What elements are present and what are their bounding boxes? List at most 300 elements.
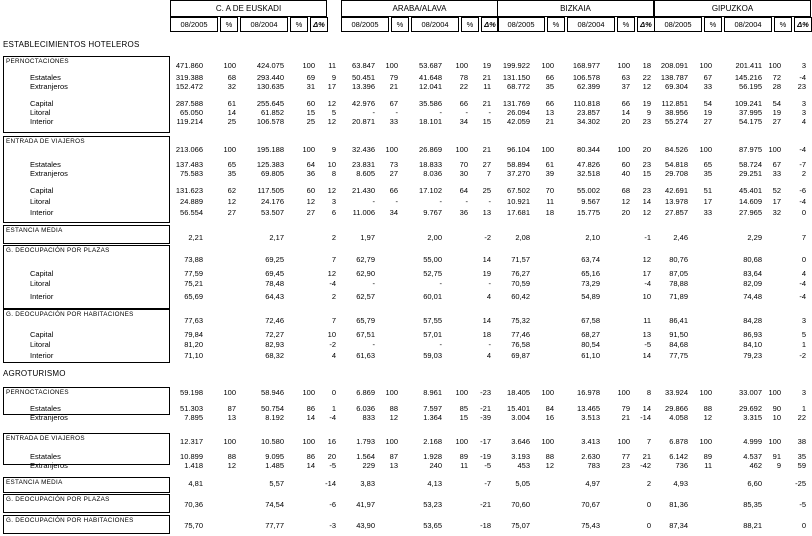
cell-euskadi-pct-2004: 60 [306, 186, 315, 195]
cell-araba-pct-2004: 78 [459, 73, 468, 82]
cell-bizkaia-08-2004: 32.518 [577, 169, 600, 178]
cell-gipuzkoa-08-2004: 79,23 [743, 351, 762, 360]
cell-bizkaia-08-2005: 18.405 [507, 388, 530, 397]
row-label: Capital [30, 186, 54, 195]
cell-araba-08-2005: 23.831 [352, 160, 375, 169]
cell-araba-delta-pct: 7 [486, 169, 491, 178]
cell-gipuzkoa-delta-pct: 59 [797, 461, 806, 470]
cell-bizkaia-08-2004: 106.578 [572, 73, 600, 82]
table-row [0, 461, 812, 470]
cell-araba-08-2005: - [372, 197, 375, 206]
cell-bizkaia-delta-pct: 20 [642, 145, 651, 154]
cell-euskadi-pct-2005: 88 [227, 452, 236, 461]
cell-araba-08-2004: 59,03 [423, 351, 442, 360]
cell-araba-08-2004: 55,00 [423, 255, 442, 264]
cell-araba-08-2004: - [439, 340, 442, 349]
cell-bizkaia-08-2005: 96.104 [507, 145, 530, 154]
subheader-euskadi-08-2004: 08/2004 [240, 17, 288, 32]
cell-gipuzkoa-08-2004: 201.411 [735, 61, 762, 70]
cell-bizkaia-08-2005: 75,32 [511, 316, 530, 325]
cell-araba-08-2005: 62,90 [356, 269, 375, 278]
cell-euskadi-08-2004: 58.946 [261, 388, 284, 397]
cell-araba-08-2005: 8.605 [356, 169, 375, 178]
indicator-label: PERNOCTACIONES [6, 389, 69, 396]
cell-euskadi-delta-pct: 12 [327, 186, 336, 195]
cell-bizkaia-08-2005: 77,46 [511, 330, 530, 339]
cell-euskadi-08-2005: 59.198 [180, 388, 203, 397]
cell-araba-08-2004: 2.168 [423, 437, 442, 446]
cell-araba-08-2004: 60,01 [423, 292, 442, 301]
cell-bizkaia-08-2004: 80,54 [581, 340, 600, 349]
cell-bizkaia-delta-pct: 19 [642, 99, 651, 108]
row-label: Extranjeros [30, 413, 68, 422]
row-label: Interior [30, 117, 54, 126]
cell-gipuzkoa-delta-pct: 1 [801, 340, 806, 349]
cell-euskadi-delta-pct: 7 [331, 255, 336, 264]
cell-euskadi-delta-pct: 17 [327, 82, 336, 91]
cell-araba-08-2005: 67,51 [356, 330, 375, 339]
cell-araba-08-2005: 62,57 [356, 292, 375, 301]
cell-gipuzkoa-delta-pct: 4 [801, 117, 806, 126]
cell-araba-08-2004: 26.869 [419, 145, 442, 154]
cell-euskadi-08-2004: 117.505 [257, 186, 284, 195]
cell-euskadi-delta-pct: 6 [331, 208, 336, 217]
cell-gipuzkoa-pct-2004: 100 [768, 61, 781, 70]
cell-bizkaia-pct-2004: 68 [621, 186, 630, 195]
cell-euskadi-08-2005: 4,81 [188, 479, 203, 488]
cell-gipuzkoa-08-2004: 462 [749, 461, 762, 470]
cell-araba-delta-pct: 21 [482, 145, 491, 154]
cell-araba-delta-pct: 11 [483, 82, 491, 91]
cell-gipuzkoa-delta-pct: -4 [799, 73, 806, 82]
row-label: Extranjeros [30, 461, 68, 470]
row-label: Interior [30, 292, 54, 301]
cell-bizkaia-delta-pct: 7 [646, 437, 651, 446]
indicator-label: G. DEOCUPACIÓN POR PLAZAS [6, 247, 110, 254]
cell-bizkaia-08-2005: 5,05 [515, 479, 530, 488]
cell-gipuzkoa-08-2004: 83,64 [743, 269, 762, 278]
cell-gipuzkoa-pct-2005: 51 [703, 186, 712, 195]
cell-bizkaia-pct-2005: 70 [545, 186, 554, 195]
cell-bizkaia-08-2004: 110.818 [573, 99, 600, 108]
cell-araba-pct-2005: 79 [389, 73, 398, 82]
cell-gipuzkoa-08-2004: 4.999 [743, 437, 762, 446]
cell-araba-pct-2005: 88 [389, 404, 398, 413]
cell-araba-08-2005: 833 [362, 413, 375, 422]
subheader-bizkaia-pct-2005: % [547, 17, 565, 32]
cell-gipuzkoa-08-2005: 84,68 [669, 340, 688, 349]
table-row [0, 479, 812, 488]
cell-bizkaia-delta-pct: 0 [646, 521, 651, 530]
cell-gipuzkoa-08-2004: 82,09 [743, 279, 762, 288]
cell-euskadi-08-2005: 7.895 [184, 413, 203, 422]
cell-gipuzkoa-08-2004: 2,29 [747, 233, 762, 242]
cell-gipuzkoa-delta-pct: 3 [801, 61, 806, 70]
cell-euskadi-08-2004: 106.578 [256, 117, 284, 126]
cell-araba-08-2004: 53,23 [423, 500, 442, 509]
cell-euskadi-08-2005: 56.554 [180, 208, 203, 217]
indicator-label: ESTANCIA MEDIA [6, 227, 63, 234]
cell-euskadi-pct-2004: 27 [306, 208, 315, 217]
cell-araba-pct-2004: 11 [460, 461, 468, 470]
subheader-euskadi-delta-pct: Δ% [310, 17, 328, 32]
cell-bizkaia-08-2004: 63,74 [581, 255, 600, 264]
row-label: Litoral [30, 197, 51, 206]
cell-euskadi-08-2004: 2,17 [269, 233, 284, 242]
cell-bizkaia-pct-2005: 18 [545, 208, 554, 217]
cell-araba-pct-2004: 100 [455, 388, 468, 397]
cell-bizkaia-08-2005: 2,08 [515, 233, 530, 242]
cell-euskadi-08-2004: 74,54 [265, 500, 284, 509]
cell-araba-pct-2005: 73 [389, 160, 398, 169]
cell-araba-08-2005: 65,79 [356, 316, 375, 325]
cell-bizkaia-pct-2004: 20 [621, 117, 630, 126]
cell-araba-08-2004: 240 [429, 461, 442, 470]
cell-euskadi-08-2004: 82,93 [265, 340, 284, 349]
cell-bizkaia-08-2005: 75,07 [511, 521, 530, 530]
cell-euskadi-delta-pct: -4 [329, 413, 336, 422]
table-row [0, 413, 812, 422]
cell-euskadi-08-2004: 72,46 [265, 316, 284, 325]
table-row [0, 99, 812, 108]
cell-euskadi-pct-2005: 12 [227, 197, 236, 206]
row-label: Capital [30, 269, 54, 278]
cell-araba-08-2005: 20.871 [352, 117, 375, 126]
cell-araba-08-2005: 6.869 [356, 388, 375, 397]
cell-euskadi-pct-2005: 14 [227, 108, 236, 117]
cell-euskadi-08-2004: 69,25 [265, 255, 284, 264]
table-row [0, 404, 812, 413]
cell-araba-pct-2004: 22 [459, 82, 468, 91]
cell-araba-delta-pct: 19 [482, 269, 491, 278]
cell-euskadi-pct-2005: 100 [223, 61, 236, 70]
subheader-araba-08-2005: 08/2005 [341, 17, 389, 32]
cell-araba-delta-pct: 4 [486, 351, 491, 360]
cell-gipuzkoa-pct-2004: 100 [768, 437, 781, 446]
indicator-label: G. DEOCUPACIÓN POR HABITACIONES [6, 517, 134, 524]
table-row [0, 330, 812, 339]
table-row [0, 316, 812, 325]
table-row [0, 117, 812, 126]
subheader-bizkaia-08-2005: 08/2005 [497, 17, 545, 32]
cell-gipuzkoa-08-2005: 4,93 [673, 479, 688, 488]
cell-euskadi-pct-2004: 100 [302, 437, 315, 446]
cell-euskadi-delta-pct: 1 [331, 404, 336, 413]
cell-euskadi-08-2005: 81,20 [184, 340, 203, 349]
cell-euskadi-08-2005: 65,69 [184, 292, 203, 301]
cell-euskadi-08-2004: 50.754 [261, 404, 284, 413]
cell-araba-pct-2004: - [465, 108, 468, 117]
table-row [0, 388, 812, 397]
cell-bizkaia-pct-2005: 12 [545, 461, 554, 470]
region-header-gipuzkoa: GIPUZKOA [654, 0, 811, 17]
cell-bizkaia-delta-pct: -4 [644, 279, 651, 288]
cell-gipuzkoa-08-2005: 42.691 [665, 186, 688, 195]
cell-bizkaia-pct-2004: 23 [621, 461, 630, 470]
cell-gipuzkoa-delta-pct: -4 [799, 279, 806, 288]
subheader-araba-pct-2004: % [461, 17, 479, 32]
cell-araba-pct-2004: 30 [459, 169, 468, 178]
row-label: Capital [30, 99, 54, 108]
cell-bizkaia-delta-pct: 12 [642, 208, 651, 217]
cell-euskadi-08-2005: 2,21 [188, 233, 203, 242]
cell-bizkaia-08-2005: 67.502 [507, 186, 530, 195]
cell-gipuzkoa-08-2004: 87.975 [739, 145, 762, 154]
cell-euskadi-delta-pct: 20 [327, 452, 336, 461]
table-row [0, 437, 812, 446]
cell-bizkaia-08-2005: 3.193 [511, 452, 530, 461]
cell-bizkaia-delta-pct: 10 [642, 292, 651, 301]
cell-bizkaia-08-2004: 34.302 [577, 117, 600, 126]
table-row [0, 351, 812, 360]
cell-euskadi-08-2004: 5,57 [269, 479, 284, 488]
cell-araba-pct-2005: 21 [389, 82, 398, 91]
cell-araba-pct-2004: 100 [455, 61, 468, 70]
cell-euskadi-delta-pct: 12 [327, 99, 336, 108]
cell-bizkaia-pct-2005: 100 [541, 388, 554, 397]
cell-araba-08-2004: 53.687 [419, 61, 442, 70]
row-label: Extranjeros [30, 169, 68, 178]
cell-euskadi-08-2004: 9.095 [265, 452, 284, 461]
cell-araba-delta-pct: -39 [480, 413, 491, 422]
cell-bizkaia-delta-pct: 2 [646, 479, 651, 488]
cell-euskadi-08-2004: 68,32 [265, 351, 284, 360]
cell-euskadi-08-2005: 119.214 [176, 117, 203, 126]
cell-gipuzkoa-pct-2004: 10 [772, 413, 781, 422]
cell-gipuzkoa-delta-pct: 3 [801, 108, 806, 117]
indicator-label: ESTANCIA MEDIA [6, 479, 63, 486]
cell-bizkaia-delta-pct: 14 [642, 404, 651, 413]
cell-bizkaia-delta-pct: 13 [642, 330, 651, 339]
cell-euskadi-delta-pct: 9 [331, 73, 336, 82]
cell-euskadi-08-2005: 287.588 [175, 99, 203, 108]
cell-euskadi-delta-pct: 10 [327, 330, 336, 339]
indicator-label: G. DEOCUPACIÓN POR PLAZAS [6, 496, 110, 503]
subheader-gipuzkoa-08-2004: 08/2004 [724, 17, 772, 32]
cell-euskadi-pct-2004: 25 [306, 117, 315, 126]
cell-euskadi-pct-2005: 62 [227, 186, 236, 195]
cell-bizkaia-08-2005: 26.094 [507, 108, 530, 117]
cell-bizkaia-pct-2005: 11 [546, 197, 554, 206]
cell-bizkaia-delta-pct: 9 [646, 108, 651, 117]
cell-bizkaia-pct-2005: 66 [545, 73, 554, 82]
cell-bizkaia-08-2005: 17.681 [507, 208, 530, 217]
indicator-label: ENTRADA DE VIAJEROS [6, 138, 85, 145]
cell-gipuzkoa-08-2005: 69.304 [665, 82, 688, 91]
indicator-label: G. DEOCUPACIÓN POR HABITACIONES [6, 311, 134, 318]
cell-euskadi-pct-2004: 12 [306, 197, 315, 206]
cell-bizkaia-pct-2004: 66 [621, 99, 630, 108]
cell-gipuzkoa-pct-2004: 54 [772, 99, 781, 108]
cell-euskadi-08-2004: 77,77 [265, 521, 284, 530]
cell-bizkaia-delta-pct: 14 [642, 351, 651, 360]
cell-bizkaia-08-2004: 168.977 [572, 61, 600, 70]
cell-gipuzkoa-delta-pct: 3 [801, 388, 806, 397]
cell-euskadi-pct-2005: 87 [227, 404, 236, 413]
cell-euskadi-pct-2005: 61 [227, 99, 236, 108]
cell-gipuzkoa-08-2005: 91,50 [669, 330, 688, 339]
cell-araba-08-2005: - [372, 279, 375, 288]
cell-euskadi-pct-2005: 100 [223, 145, 236, 154]
cell-gipuzkoa-08-2005: 81,36 [669, 500, 688, 509]
table-row [0, 340, 812, 349]
cell-araba-08-2005: 11.006 [352, 208, 375, 217]
table-row [0, 61, 812, 70]
cell-gipuzkoa-pct-2004: 67 [772, 160, 781, 169]
cell-euskadi-pct-2004: 31 [306, 82, 315, 91]
cell-gipuzkoa-delta-pct: 22 [797, 413, 806, 422]
cell-gipuzkoa-08-2005: 77,75 [669, 351, 688, 360]
cell-gipuzkoa-delta-pct: -4 [799, 145, 806, 154]
cell-gipuzkoa-pct-2004: 32 [772, 208, 781, 217]
cell-araba-pct-2004: 85 [459, 404, 468, 413]
cell-gipuzkoa-08-2005: 2,46 [673, 233, 688, 242]
cell-bizkaia-delta-pct: 11 [643, 316, 651, 325]
cell-gipuzkoa-08-2004: 54.175 [739, 117, 762, 126]
cell-bizkaia-delta-pct: 18 [642, 61, 651, 70]
cell-araba-pct-2005: 66 [389, 186, 398, 195]
cell-gipuzkoa-08-2005: 80,76 [669, 255, 688, 264]
indicator-label: ENTRADA DE VIAJEROS [6, 435, 85, 442]
cell-bizkaia-pct-2004: 12 [621, 197, 630, 206]
cell-araba-pct-2004: 15 [459, 413, 468, 422]
cell-euskadi-pct-2005: 65 [227, 160, 236, 169]
cell-euskadi-08-2004: 8.192 [265, 413, 284, 422]
cell-gipuzkoa-delta-pct: 0 [801, 255, 806, 264]
cell-araba-delta-pct: 13 [482, 208, 491, 217]
cell-araba-08-2005: 41,97 [356, 500, 375, 509]
cell-euskadi-delta-pct: 7 [331, 316, 336, 325]
cell-bizkaia-08-2004: 68,27 [581, 330, 600, 339]
cell-araba-08-2004: 9.767 [423, 208, 442, 217]
cell-euskadi-delta-pct: -3 [329, 521, 336, 530]
cell-araba-08-2004: 52,75 [423, 269, 442, 278]
cell-bizkaia-pct-2005: 100 [541, 437, 554, 446]
table-row [0, 108, 812, 117]
cell-gipuzkoa-pct-2005: 100 [699, 388, 712, 397]
row-label: Litoral [30, 340, 51, 349]
cell-bizkaia-08-2005: 70,59 [511, 279, 530, 288]
cell-araba-pct-2005: 12 [389, 413, 398, 422]
cell-araba-08-2004: 2,00 [427, 233, 442, 242]
table-row [0, 521, 812, 530]
cell-euskadi-delta-pct: 4 [331, 351, 336, 360]
cell-euskadi-08-2005: 77,59 [184, 269, 203, 278]
table-row [0, 452, 812, 461]
cell-araba-pct-2005: 87 [389, 452, 398, 461]
table-row [0, 145, 812, 154]
cell-gipuzkoa-pct-2005: 33 [703, 208, 712, 217]
cell-araba-08-2004: 35.586 [419, 99, 442, 108]
cell-gipuzkoa-pct-2005: 65 [703, 160, 712, 169]
cell-euskadi-delta-pct: 0 [331, 388, 336, 397]
cell-araba-08-2004: 18.833 [419, 160, 442, 169]
cell-gipuzkoa-pct-2005: 19 [703, 108, 712, 117]
cell-gipuzkoa-08-2005: 29.708 [665, 169, 688, 178]
cell-euskadi-08-2005: 1.418 [184, 461, 203, 470]
cell-gipuzkoa-08-2004: 84,28 [743, 316, 762, 325]
cell-araba-08-2004: 57,55 [423, 316, 442, 325]
cell-araba-pct-2005: 100 [385, 388, 398, 397]
cell-bizkaia-08-2004: 67,58 [581, 316, 600, 325]
cell-euskadi-pct-2004: 100 [302, 388, 315, 397]
cell-bizkaia-08-2005: 69,87 [511, 351, 530, 360]
cell-euskadi-pct-2004: 100 [302, 61, 315, 70]
cell-bizkaia-pct-2004: 37 [621, 82, 630, 91]
cell-araba-pct-2004: 64 [459, 186, 468, 195]
cell-gipuzkoa-08-2005: 13.978 [665, 197, 688, 206]
cell-bizkaia-08-2005: 10.921 [507, 197, 530, 206]
cell-bizkaia-pct-2005: 100 [541, 61, 554, 70]
cell-gipuzkoa-08-2005: 84.526 [665, 145, 688, 154]
section-title: ESTABLECIMIENTOS HOTELEROS [3, 40, 140, 49]
cell-araba-pct-2004: 89 [459, 452, 468, 461]
table-row [0, 233, 812, 242]
cell-gipuzkoa-08-2004: 14.609 [739, 197, 762, 206]
cell-araba-delta-pct: -19 [480, 452, 491, 461]
cell-euskadi-08-2005: 131.623 [175, 186, 203, 195]
cell-gipuzkoa-08-2005: 87,34 [669, 521, 688, 530]
region-header-euskadi: C. A DE EUSKADI [170, 0, 327, 17]
region-header-araba: ARABA/ALAVA [341, 0, 498, 17]
cell-gipuzkoa-08-2004: 27.965 [739, 208, 762, 217]
cell-araba-delta-pct: - [488, 340, 491, 349]
cell-gipuzkoa-08-2004: 85,35 [743, 500, 762, 509]
cell-araba-pct-2005: 100 [385, 437, 398, 446]
cell-gipuzkoa-delta-pct: -25 [795, 479, 806, 488]
cell-araba-delta-pct: - [488, 279, 491, 288]
cell-araba-08-2004: 1.928 [423, 452, 442, 461]
cell-araba-08-2005: 43,90 [356, 521, 375, 530]
cell-gipuzkoa-pct-2005: 100 [699, 437, 712, 446]
cell-gipuzkoa-08-2005: 138.787 [660, 73, 688, 82]
cell-euskadi-08-2005: 65.050 [180, 108, 203, 117]
cell-bizkaia-delta-pct: 23 [642, 117, 651, 126]
cell-gipuzkoa-pct-2004: 27 [772, 117, 781, 126]
cell-araba-pct-2004: 100 [455, 145, 468, 154]
cell-euskadi-08-2004: 24.176 [261, 197, 284, 206]
cell-gipuzkoa-delta-pct: 0 [801, 521, 806, 530]
cell-araba-delta-pct: -18 [480, 521, 491, 530]
cell-gipuzkoa-08-2004: 74,48 [743, 292, 762, 301]
cell-gipuzkoa-delta-pct: 3 [801, 99, 806, 108]
cell-euskadi-pct-2004: 60 [306, 99, 315, 108]
cell-araba-delta-pct: -2 [484, 233, 491, 242]
cell-bizkaia-delta-pct: 21 [642, 452, 651, 461]
cell-bizkaia-pct-2004: 20 [621, 208, 630, 217]
cell-gipuzkoa-delta-pct: -5 [799, 500, 806, 509]
cell-gipuzkoa-pct-2004: 9 [776, 461, 781, 470]
cell-bizkaia-pct-2004: 100 [617, 61, 630, 70]
cell-gipuzkoa-08-2005: 27.857 [665, 208, 688, 217]
cell-bizkaia-08-2005: 199.922 [502, 61, 530, 70]
cell-gipuzkoa-delta-pct: -7 [799, 160, 806, 169]
cell-bizkaia-08-2005: 131.769 [502, 99, 530, 108]
cell-euskadi-pct-2005: 100 [223, 388, 236, 397]
cell-euskadi-08-2004: 53.507 [261, 208, 284, 217]
cell-araba-delta-pct: 27 [482, 160, 491, 169]
subheader-gipuzkoa-08-2005: 08/2005 [654, 17, 702, 32]
cell-gipuzkoa-pct-2005: 35 [703, 169, 712, 178]
cell-gipuzkoa-pct-2004: 17 [772, 197, 781, 206]
row-label: Estatales [30, 73, 61, 82]
cell-euskadi-08-2004: 64,43 [265, 292, 284, 301]
row-label: Estatales [30, 404, 61, 413]
cell-bizkaia-delta-pct: 17 [642, 269, 651, 278]
cell-bizkaia-pct-2005: 100 [541, 145, 554, 154]
cell-araba-delta-pct: 21 [482, 73, 491, 82]
cell-gipuzkoa-delta-pct: 3 [801, 316, 806, 325]
